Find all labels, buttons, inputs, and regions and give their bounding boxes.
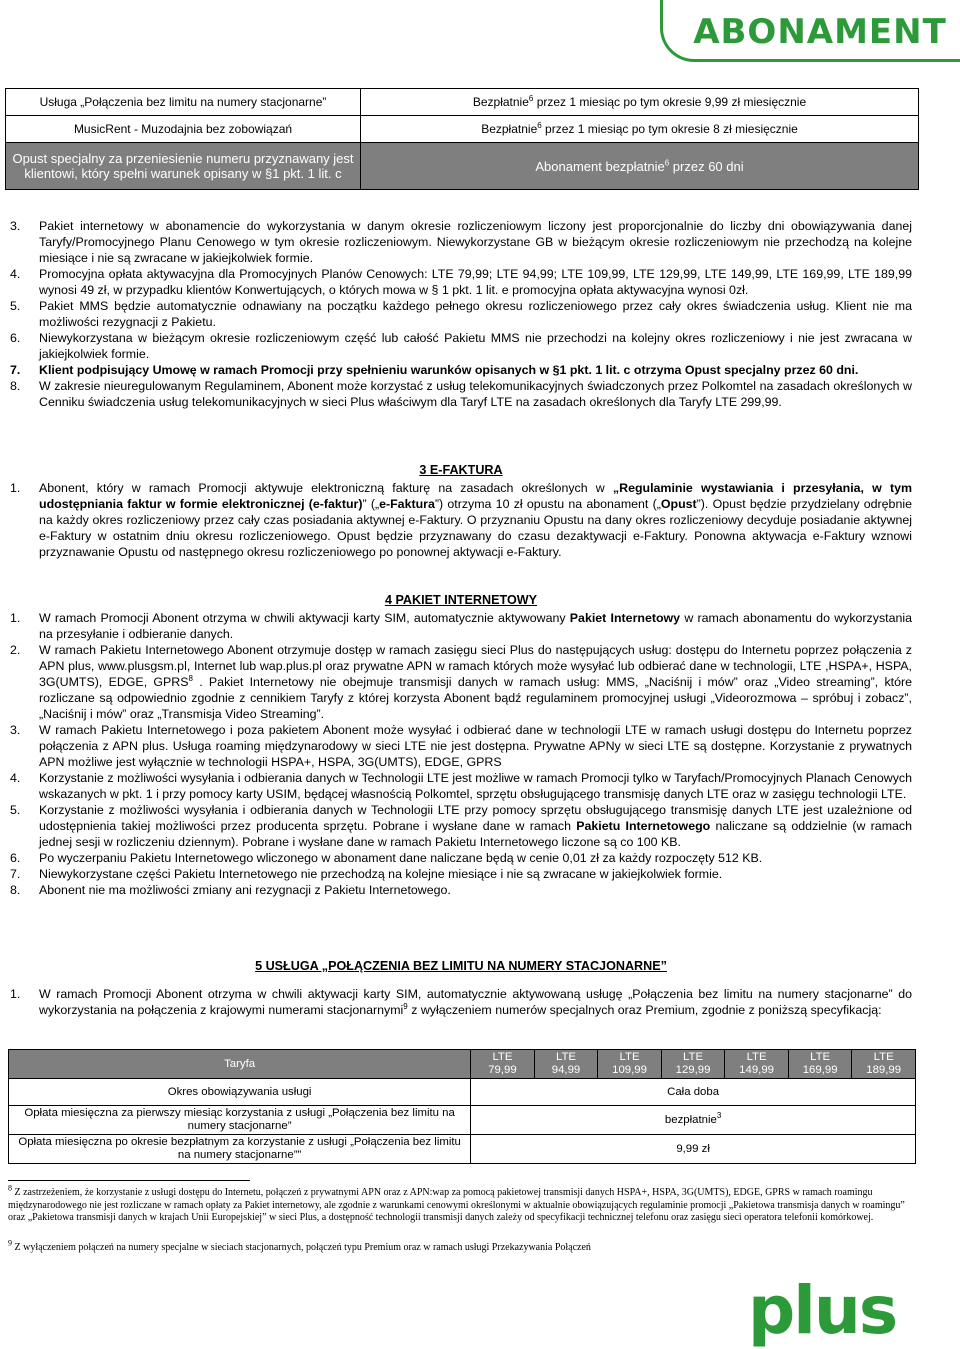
- plan-header-cell: LTE 94,99: [534, 1050, 598, 1079]
- spec-row-label: Opłata miesięczna po okresie bezpłatnym za korzystanie z usługi „Połączenia bez limitu na numery stacjonarne””: [9, 1135, 471, 1164]
- footnote-8: $^8$ Z zastrzeżeniem, że korzystanie z usługi dostępu do Internetu, połączeń z prywatnymi APN oraz z APN:wap za pomocą pakietowej transmisji danych HSPA+, HSPA, 3G(UMTS), EDGE, GPRS w ramach roamingu międzynarodowego nie jest rozliczane w ramach opłaty za Pakiet internetowy, ale zgodnie z warunkami cenowymi określonymi w aktualnie obowiązujących regulaminie promocji „Pakietowa transmisja danych w roamingu” oraz „Pakietowa transmisji danych w krajach Unii Europejskiej” w sieci Plus, a dostępność technologii transmisji danych zależy od specyfikacji technicznej telefonu oraz zasięgu sieci operatora telefonii komórkowej.: [8, 1183, 905, 1223]
- list-item: 7. Klient podpisujący Umowę w ramach Promocji przy spełnieniu warunków opisanych w §1 pkt. 1 lit. c otrzyma Opust specjalny przez 60 dni.: [10, 363, 859, 377]
- spec-row-label: Okres obowiązywania usługi: [9, 1079, 471, 1106]
- tariff-spec-table: [8, 1049, 916, 1164]
- list-item: 6. Niewykorzystana w bieżącym okresie rozliczeniowym część lub całość Pakietu MMS nie przechodzi na kolejny okres rozliczeniowy i nie jest zwracana w jakiejkolwiek formie.: [10, 331, 912, 361]
- table-row: [9, 1106, 916, 1135]
- list-item: 6. Po wyczerpaniu Pakietu Internetowego wliczonego w abonament dane naliczane będą w cenie 0,01 zł za każdy rozpoczęty 512 KB.: [10, 851, 763, 865]
- footnote-divider: [8, 1180, 250, 1181]
- list-item: 8. Abonent nie ma możliwości zmiany ani rezygnacji z Pakietu Internetowego.: [10, 883, 451, 897]
- plan-header-cell: LTE 149,99: [725, 1050, 789, 1079]
- table-row-highlight: [6, 143, 919, 190]
- spec-row-value: Cała doba: [471, 1079, 916, 1106]
- table-header-row: [9, 1050, 916, 1079]
- list-item: 4. Promocyjna opłata aktywacyjna dla Promocyjnych Planów Cenowych: LTE 79,99; LTE 94,99; LTE 109,99, LTE 129,99, LTE 149,99, LTE 169,99, LTE 189,99 wynosi 49 zł, w przypadku klientów Konwertujących, o których mowa w § 1 pkt. 1 lit. e promocyjna opłata aktywacyjna wynosi 0zł.: [10, 267, 912, 297]
- table-row: [9, 1135, 916, 1164]
- list-item: 3. W ramach Pakietu Internetowego i poza pakietem Abonent może wysyłać i odbierać dane w technologii LTE w ramach usługi dostępu do Internetu poprzez połączenia z APN plus. Usługa roaming międzynarodowy w sieci LTE nie jest dostępna. Prywatne APNy w sieci LTE są dostępne. Korzystanie z prywatnych APN możliwe jest wyłącznie w technologii HSPA+, HSPA, 3G(UMTS), EDGE, GPRS: [10, 723, 912, 769]
- list-item: 5. Pakiet MMS będzie automatycznie odnawiany na początku każdego pełnego okresu rozliczeniowego przez cały okres świadczenia usług. Klient nie ma możliwości rezygnacji z Pakietu.: [10, 299, 912, 329]
- section-polaczenia-bez-limitu: [10, 958, 912, 1018]
- spec-row-label: Opłata miesięczna za pierwszy miesiąc korzystania z usługi „Połączenia bez limitu na numery stacjonarne”: [9, 1106, 471, 1135]
- list-item: 8. W zakresie nieuregulowanym Regulaminem, Abonent może korzystać z usług telekomunikacyjnych świadczonych przez Polkomtel na zasadach określonych w Cenniku świadczenia usług telekomunikacyjnych w sieci Plus właściwym dla Taryf LTE na zasadach określonych dla Taryfy LTE 299,99.: [10, 379, 912, 409]
- list-item: 1. W ramach Promocji Abonent otrzyma w chwili aktywacji karty SIM, automatycznie aktywowaną usługę „Połączenia bez limitu na numery stacjonarne” do wykorzystania na połączenia z krajowymi numerami stacjonarnymi$^9$ z wyłączeniem numerów specjalnych oraz Premium, zgodnie z poniższą specyfikacją:: [10, 987, 912, 1017]
- summary-service-cell: Opust specjalny za przeniesienie numeru przyznawany jest klientowi, który spełni warunek opisany w §1 pkt. 1 lit. c: [6, 143, 361, 190]
- spec-row-value: bezpłatnie$^3$: [471, 1106, 916, 1135]
- section-title: 5 USŁUGA „POŁĄCZENIA BEZ LIMITU NA NUMERY STACJONARNE”: [255, 959, 667, 973]
- list-item: 4. Korzystanie z możliwości wysyłania i odbierania danych w Technologii LTE jest możliwe w ramach Promocji tylko w Taryfach/Promocyjnych Planach Cenowych wskazanych w pkt. 1 i przy pomocy karty USIM, będącej własnością Polkomtel, sprzętu obsługującego transmisję danych LTE oraz w zasięgu technologii LTE.: [10, 771, 912, 801]
- list-item: 1. W ramach Promocji Abonent otrzyma w chwili aktywacji karty SIM, automatycznie aktywowany Pakiet Internetowy w ramach abonamentu do wykorzystania na przesyłanie i odbieranie danych.: [10, 611, 913, 641]
- table-row: [6, 116, 919, 143]
- plan-header-cell: LTE 109,99: [598, 1050, 662, 1079]
- section-provisions: [10, 218, 912, 410]
- list-item: 5. Korzystanie z możliwości wysyłania i odbierania danych w Technologii LTE przy pomocy sprzętu obsługującego transmisję danych LTE jest uzależnione od udostępnienia takiej możliwości przez producenta sprzętu. Pobrane i wysłane dane w ramach Pakietu Internetowego naliczane są oddzielnie (w ramach jednej sesji w rozliczeniu dziennym). Pobrane i wysłane dane w ramach Pakietu Internetowego liczone są co 100 KB.: [10, 803, 912, 849]
- plan-header-cell: LTE 79,99: [471, 1050, 535, 1079]
- table-row: [6, 89, 919, 116]
- list-item: 1. Abonent, który w ramach Promocji aktywuje elektroniczną fakturę na zasadach określonych w „Regulaminie wystawiania i przesyłania, w tym udostępniania faktur w formie elektronicznej (e-faktur)” („e-Faktura”) otrzyma 10 zł opustu na abonament („Opust”). Opust będzie przydzielany odrębnie na każdy okres rozliczeniowy przez cały czas posiadania aktywnej e-Faktury. O przyznaniu Opustu na dany okres rozliczeniowy decyduje posiadanie aktywnej e-Faktury w ostatnim dniu okresu rozliczeniowego. Opust będzie przyznawany do czasu dezaktywacji e-Faktury. Ponowna aktywacja e-Faktury wznowi przyznawanie Opustu od następnego okresu rozliczeniowego po ponownej aktywacji e-Faktury.: [10, 481, 912, 559]
- summary-price-cell: Abonament bezpłatnie$^6$ przez 60 dni: [361, 143, 919, 190]
- table-row: [9, 1079, 916, 1106]
- summary-price-cell: Bezpłatnie$^6$ przez 1 miesiąc po tym okresie 8 zł miesięcznie: [361, 116, 919, 143]
- section-pakiet-internetowy: [10, 592, 912, 898]
- section-e-faktura: [10, 462, 912, 560]
- abonament-header-logo: ABONAMENT: [693, 12, 947, 52]
- plan-header-cell: LTE 129,99: [661, 1050, 725, 1079]
- promo-summary-table: [5, 88, 919, 190]
- summary-service-cell: Usługa „Połączenia bez limitu na numery stacjonarne”: [6, 89, 361, 116]
- section-title: 4 PAKIET INTERNETOWY: [384, 593, 538, 607]
- footnote-9: $^9$ Z wyłączeniem połączeń na numery specjalne w sieciach stacjonarnych, połączeń typu Premium oraz w ramach usługi Przekazywania Połączeń: [8, 1238, 591, 1253]
- plan-header-cell: LTE 189,99: [852, 1050, 916, 1079]
- list-item: 2. W ramach Pakietu Internetowego Abonent otrzymuje dostęp w ramach zasięgu sieci Plus do następujących usług: dostępu do Internetu poprzez połączenia z APN plus, www.plusgsm.pl, Internet lub wap.plus.pl oraz prywatne APN w ramach których może wysyłać lub odbierać dane w technologii, LTE ,HSPA+, HSPA, 3G(UMTS), EDGE, GPRS$^8$ . Pakiet Internetowy nie obejmuje transmisji danych w ramach usług: MMS, „Naciśnij i mów” oraz „Video streaming”, które rozliczane są odpowiednio zgodnie z cennikiem Taryfy z której korzysta Abonent bądź regulaminem promocyjnej usługi „Videorozmowa – spróbuj i zobacz”, „Naciśnij i mów” oraz „Transmisja Video Streaming”.: [10, 643, 912, 721]
- tariff-header-label: Taryfa: [9, 1050, 471, 1079]
- plan-header-cell: LTE 169,99: [788, 1050, 852, 1079]
- summary-service-cell: MusicRent - Muzodajnia bez zobowiązań: [6, 116, 361, 143]
- plus-logo: plus: [748, 1272, 897, 1349]
- spec-row-value: 9,99 zł: [471, 1135, 916, 1164]
- list-item: 3. Pakiet internetowy w abonamencie do wykorzystania w danym okresie rozliczeniowym liczony jest proporcjonalnie do liczby dni obowiązywania danej Taryfy/Promocyjnego Planu Cenowego w tym okresie rozliczeniowym. Niewykorzystane GB w bieżącym okresie rozliczeniowym nie przechodzą na kolejne miesiące i nie są zwracane w jakiejkolwiek formie.: [10, 219, 912, 265]
- section-title: 3 E-FAKTURA: [419, 463, 503, 477]
- summary-price-cell: Bezpłatnie$^6$ przez 1 miesiąc po tym okresie 9,99 zł miesięcznie: [361, 89, 919, 116]
- list-item: 7. Niewykorzystane części Pakietu Internetowego nie przechodzą na kolejne miesiące i nie są zwracane w jakiejkolwiek formie.: [10, 867, 723, 881]
